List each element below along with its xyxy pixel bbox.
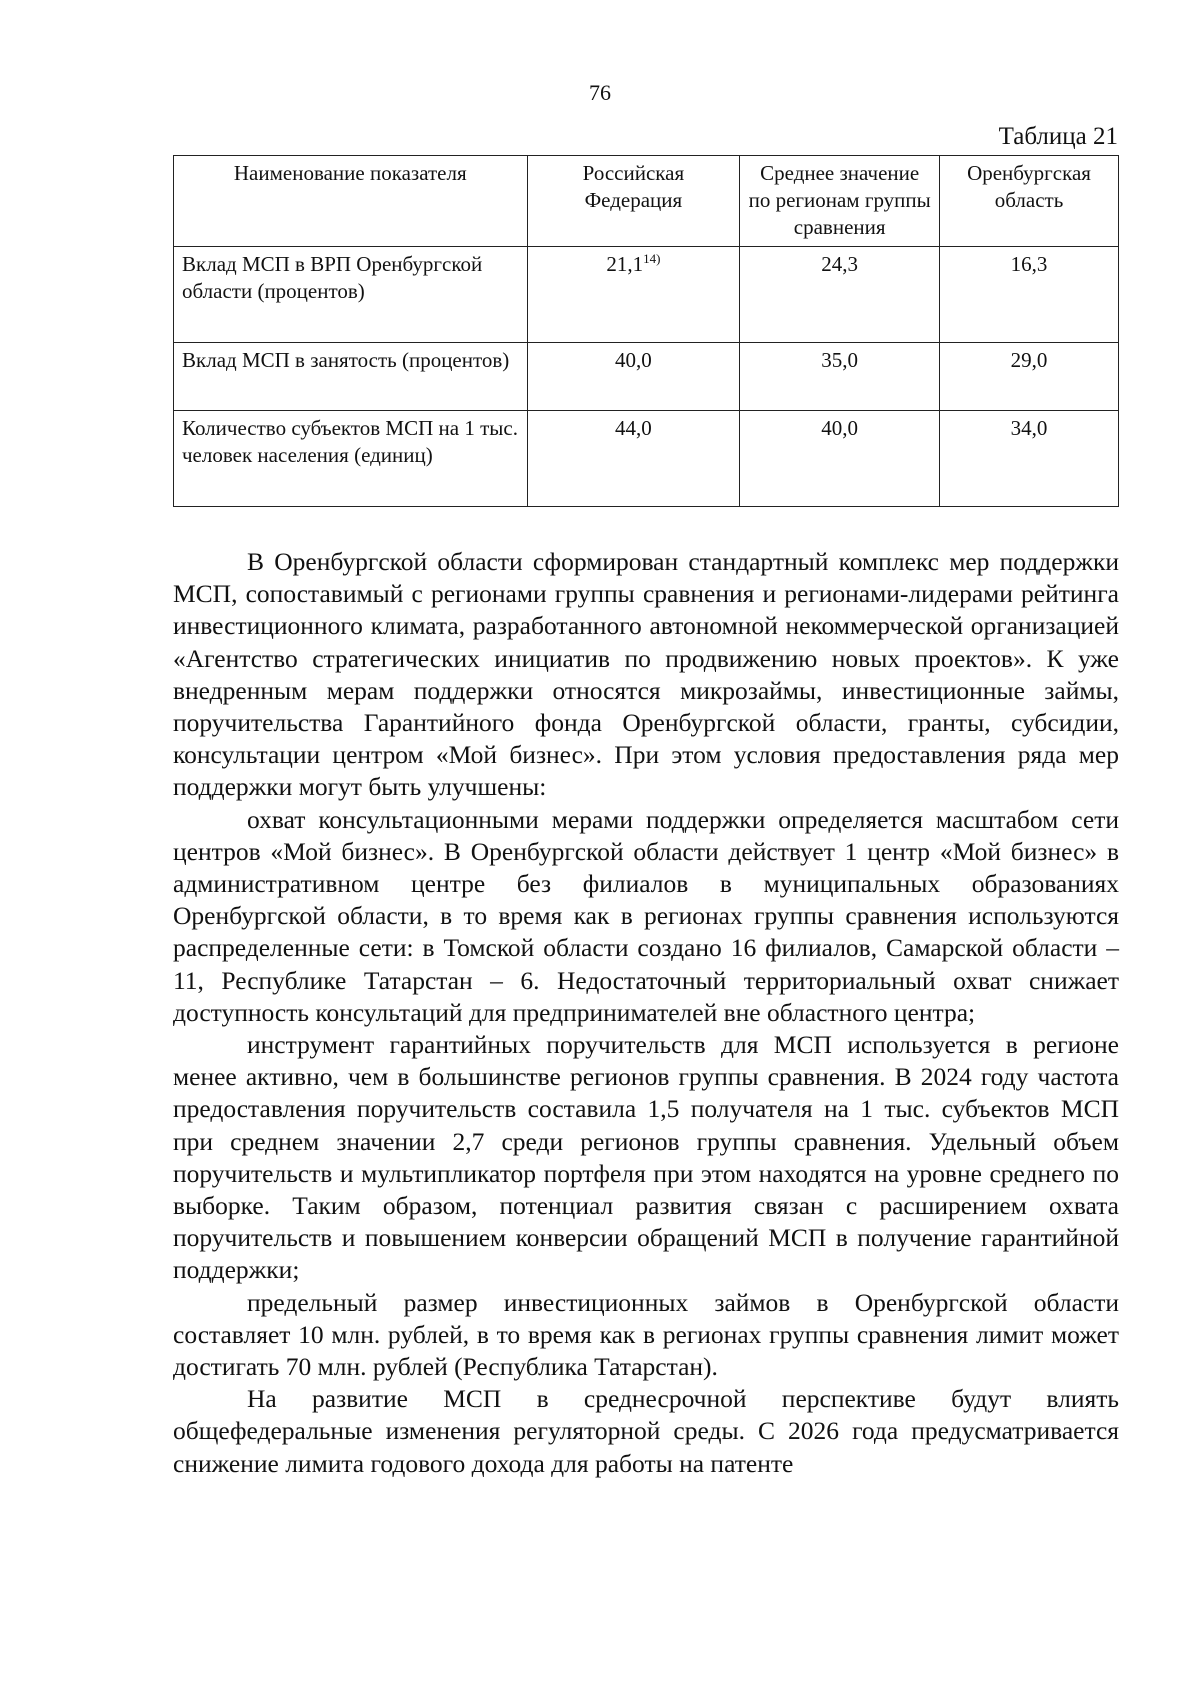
header-orenburg-region: Оренбургская область — [940, 156, 1119, 247]
header-russian-federation: Российская Федерация — [527, 156, 740, 247]
rf-value: 44,0 — [527, 411, 740, 507]
header-group-average: Среднее значение по регионам группы сравнения — [740, 156, 940, 247]
row-label: Вклад МСП в ВРП Оренбургской области (процентов) — [174, 247, 528, 343]
indicators-table — [173, 155, 1119, 507]
header-indicator-name: Наименование показателя — [174, 156, 528, 247]
row-label: Количество субъектов МСП на 1 тыс. человек населения (единиц) — [174, 411, 528, 507]
table-row — [174, 411, 1119, 507]
table-caption: Таблица 21 — [998, 123, 1118, 150]
paragraph-guarantees: инструмент гарантийных поручительств для МСП используется в регионе менее активно, чем в большинстве регионов группы сравнения. В 2024 году частота предоставления поручительств составила 1,5 получателя на 1 тыс. субъектов МСП при среднем значении 2,7 среди регионов группы сравнения. Удельный объем поручительств и мультипликатор портфеля при этом находятся на уровне среднего по выборке. Таким образом, потенциал развития связан с расширением охвата поручительств и повышением конверсии обращений МСП в получение гарантийной поддержки; — [173, 1030, 1119, 1285]
paragraph-regulatory-changes: На развитие МСП в среднесрочной перспективе будут влиять общефедеральные изменения регуляторной среды. С 2026 года предусматривается снижение лимита годового дохода для работы на патенте — [173, 1384, 1119, 1478]
page-number: 76 — [589, 80, 611, 105]
table-header-row — [174, 156, 1119, 247]
orenburg-value: 16,3 — [940, 247, 1119, 343]
group-avg-value: 35,0 — [740, 343, 940, 411]
table-row — [174, 247, 1119, 343]
table-row — [174, 343, 1119, 411]
rf-value-cell — [527, 247, 740, 343]
group-avg-value: 24,3 — [740, 247, 940, 343]
row-label: Вклад МСП в занятость (процентов) — [174, 343, 528, 411]
body-text — [173, 546, 1119, 1480]
rf-value: 40,0 — [527, 343, 740, 411]
footnote-mark: 14) — [643, 251, 661, 266]
paragraph-investment-loans: предельный размер инвестиционных займов в Оренбургской области составляет 10 млн. рублей, в то время как в регионах группы сравнения лимит может достигать 70 млн. рублей (Республика Татарстан). — [173, 1287, 1119, 1382]
group-avg-value: 40,0 — [740, 411, 940, 507]
rf-value: 21,1 — [606, 252, 644, 276]
orenburg-value: 29,0 — [940, 343, 1119, 411]
paragraph-consulting-coverage: охват консультационными мерами поддержки определяется масштабом сети центров «Мой бизнес». В Оренбургской области действует 1 центр «Мой бизнес» в административном центре без филиалов в муниципальных образованиях Оренбургской области, в то время как в регионах группы сравнения используются распределенные сети: в Томской области создано 16 филиалов, Самарской области – 11, Республике Татарстан – 6. Недостаточный территориальный охват снижает доступность консультаций для предпринимателей вне областного центра; — [173, 804, 1119, 1027]
orenburg-value: 34,0 — [940, 411, 1119, 507]
paragraph-support-measures: В Оренбургской области сформирован стандартный комплекс мер поддержки МСП, сопоставимый с регионами группы сравнения и регионами-лидерами рейтинга инвестиционного климата, разработанного автономной некоммерческой организацией «Агентство стратегических инициатив по продвижению новых проектов». К уже внедренным мерам поддержки относятся микрозаймы, инвестиционные займы, поручительства Гарантийного фонда Оренбургской области, гранты, субсидии, консультации центром «Мой бизнес». При этом условия предоставления ряда мер поддержки могут быть улучшены: — [173, 547, 1119, 802]
